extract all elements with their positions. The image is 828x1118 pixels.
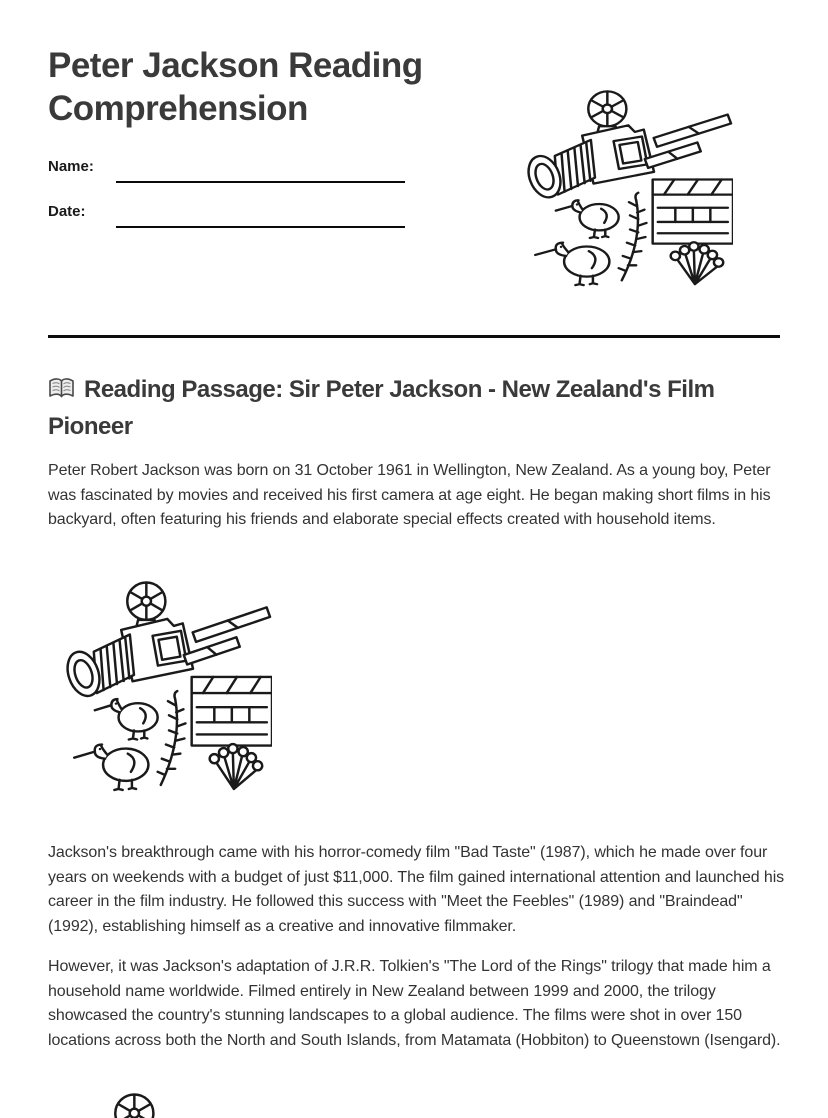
film-camera-kiwi-illustration: [66, 580, 272, 792]
passage-paragraph: However, it was Jackson's adaptation of J.R.R. Tolkien's "The Lord of the Rings" trilogy that made him a household name worldwide. Filmed entirely in New Zealand between 1999 and 2000, the trilogy showcased the country's stunning landscapes to a global audience. The films were shot in over 150 locations across both the North and South Islands, from Matamata (Hobbiton) to Queenstown (Isengard).: [48, 958, 781, 1049]
name-label: Name:: [48, 158, 94, 175]
passage-heading-text: Reading Passage: Sir Peter Jackson - New Zealand's Film Pioneer: [48, 376, 715, 440]
passage-paragraph: Jackson's breakthrough came with his horror-comedy film "Bad Taste" (1987), which he made over four years on weekends with a budget of just $11,000. The film gained international attention and launched his career in the film industry. He followed this success with "Meet the Feebles" (1989) and "Braindead" (1992), establishing himself as a creative and innovative filmmaker.: [48, 844, 785, 935]
open-book-icon: [48, 377, 75, 400]
page-title: Peter Jackson Reading Comprehension: [48, 46, 423, 128]
name-write-line: [116, 181, 405, 183]
date-label: Date:: [48, 203, 86, 220]
film-camera-kiwi-illustration: [527, 89, 733, 287]
film-camera-kiwi-illustration-cropped: [54, 1092, 260, 1118]
passage-paragraph: Peter Robert Jackson was born on 31 October 1961 in Wellington, New Zealand. As a young boy, Peter was fascinated by movies and received his first camera at age eight. He began making short films in his backyard, often featuring his friends and elaborate special effects created with household items.: [48, 462, 771, 528]
section-divider: [48, 335, 780, 338]
passage-heading: [48, 371, 748, 445]
date-write-line: [116, 226, 405, 228]
